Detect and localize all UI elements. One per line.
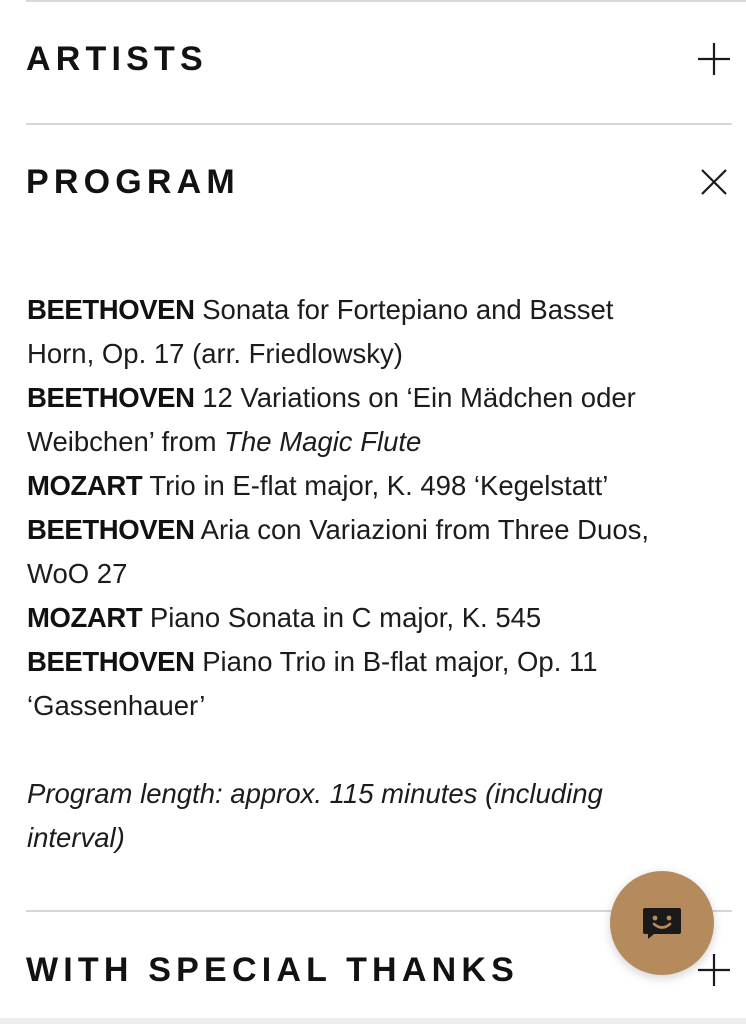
work-title-continued (27, 420, 727, 464)
program-item (27, 596, 727, 640)
program-length-line: Program length: approx. 115 minutes (including (27, 778, 603, 809)
work-title: Aria con Variazioni from Three Duos, (200, 514, 650, 545)
program-item (27, 288, 727, 376)
bottom-edge (0, 1018, 746, 1024)
program-length-note (27, 772, 727, 860)
accordion-header-artists[interactable] (26, 36, 732, 82)
program-item (27, 508, 727, 596)
program-item (27, 464, 727, 508)
section-title-artists: ARTISTS (26, 39, 208, 78)
work-title-continued: WoO 27 (27, 558, 128, 589)
composer-name: BEETHOVEN (27, 294, 195, 325)
composer-name: BEETHOVEN (27, 646, 195, 677)
section-title-program: PROGRAM (26, 162, 240, 201)
opera-title: The Magic Flute (224, 426, 422, 457)
composer-name: BEETHOVEN (27, 514, 195, 545)
program-list (27, 288, 727, 728)
work-title-continued: ‘Gassenhauer’ (27, 690, 206, 721)
work-title-text: Weibchen’ from (27, 426, 225, 457)
divider (26, 123, 732, 125)
work-title-continued: Horn, Op. 17 (arr. Friedlowsky) (27, 338, 403, 369)
work-title: Piano Trio in B-flat major, Op. 11 (202, 646, 598, 677)
program-length-line: interval) (27, 822, 125, 853)
chat-launcher-button[interactable] (610, 871, 714, 975)
accordion-header-program[interactable] (26, 159, 732, 205)
section-title-special-thanks: WITH SPECIAL THANKS (26, 950, 519, 989)
close-icon[interactable] (696, 164, 732, 200)
chat-bot-icon (642, 906, 682, 940)
plus-icon[interactable] (696, 41, 732, 77)
work-title: Trio in E-flat major, K. 498 ‘Kegelstatt’ (149, 470, 609, 501)
composer-name: BEETHOVEN (27, 382, 195, 413)
work-title: Piano Sonata in C major, K. 545 (149, 602, 542, 633)
work-title: Sonata for Fortepiano and Basset (202, 294, 614, 325)
program-item (27, 376, 727, 464)
program-item (27, 640, 727, 728)
plus-icon[interactable] (696, 952, 732, 988)
work-title: 12 Variations on ‘Ein Mädchen oder (202, 382, 636, 413)
composer-name: MOZART (27, 470, 143, 501)
top-divider (26, 0, 746, 2)
composer-name: MOZART (27, 602, 143, 633)
